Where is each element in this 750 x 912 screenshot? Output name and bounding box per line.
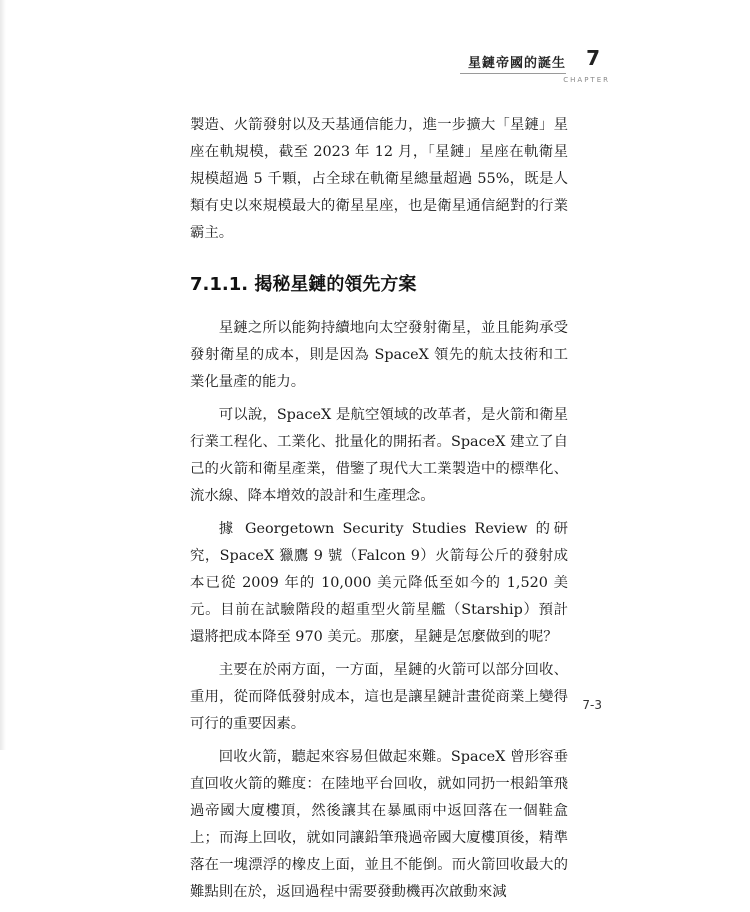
body-paragraph-1: 星鏈之所以能夠持續地向太空發射衛星，並且能夠承受發射衛星的成本，則是因為 SpaceX 領先的航太技術和工業化量產的能力。 bbox=[190, 320, 568, 390]
running-header-title: 星鏈帝國的誕生 bbox=[467, 56, 566, 71]
body-paragraph-5: 回收火箭，聽起來容易但做起來難。SpaceX 曾形容垂直回收火箭的難度：在陸地平台回收，就如同扔一根鉛筆飛過帝國大廈樓頂，然後讓其在暴風雨中返回落在一個鞋盒上；而海上回收，就如同讓鉛筆飛過帝國大廈樓頂後，精準落在一塊漂浮的橡皮上面，並且不能倒。而火箭回收最大的難點則在於，返回過程中需要發動機再次啟動來減 bbox=[190, 749, 568, 900]
body-paragraph-4: 主要在於兩方面，一方面，星鏈的火箭可以部分回收、重用，從而降低發射成本，這也是讓星鏈計畫從商業上變得可行的重要因素。 bbox=[190, 662, 568, 732]
header-rule bbox=[460, 73, 566, 74]
body-paragraph-3: 據 Georgetown Security Studies Review 的研究，SpaceX 獵鷹 9 號（Falcon 9）火箭每公斤的發射成本已從 2009 年的 10,000 美元降低至如今的 1,520 美元。目前在試驗階段的超重型火箭星艦（Starship）預計還將把成本降至 970 美元。那麼，星鏈是怎麼做到的呢？ bbox=[190, 521, 568, 645]
chapter-label: CHAPTER bbox=[563, 76, 610, 84]
page-body bbox=[190, 112, 568, 912]
section-heading: 7.1.1. 揭秘星鏈的領先方案 bbox=[190, 274, 417, 295]
body-paragraph-2: 可以說，SpaceX 是航空領域的改革者，是火箭和衛星行業工程化、工業化、批量化的開拓者。SpaceX 建立了自己的火箭和衛星產業，借鑒了現代大工業製造中的標準化、流水線、降本增效的設計和生產理念。 bbox=[190, 407, 568, 504]
page-number: 7-3 bbox=[582, 698, 602, 712]
page-edge bbox=[0, 0, 6, 750]
chapter-number: 7 bbox=[586, 46, 600, 70]
continuation-paragraph: 製造、火箭發射以及天基通信能力，進一步擴大「星鏈」星座在軌規模，截至 2023 年 12 月，「星鏈」星座在軌衛星規模超過 5 千顆，占全球在軌衛星總量超過 55%，既是人類有史以來規模最大的衛星星座，也是衛星通信絕對的行業霸主。 bbox=[190, 117, 568, 241]
running-header bbox=[467, 46, 610, 90]
